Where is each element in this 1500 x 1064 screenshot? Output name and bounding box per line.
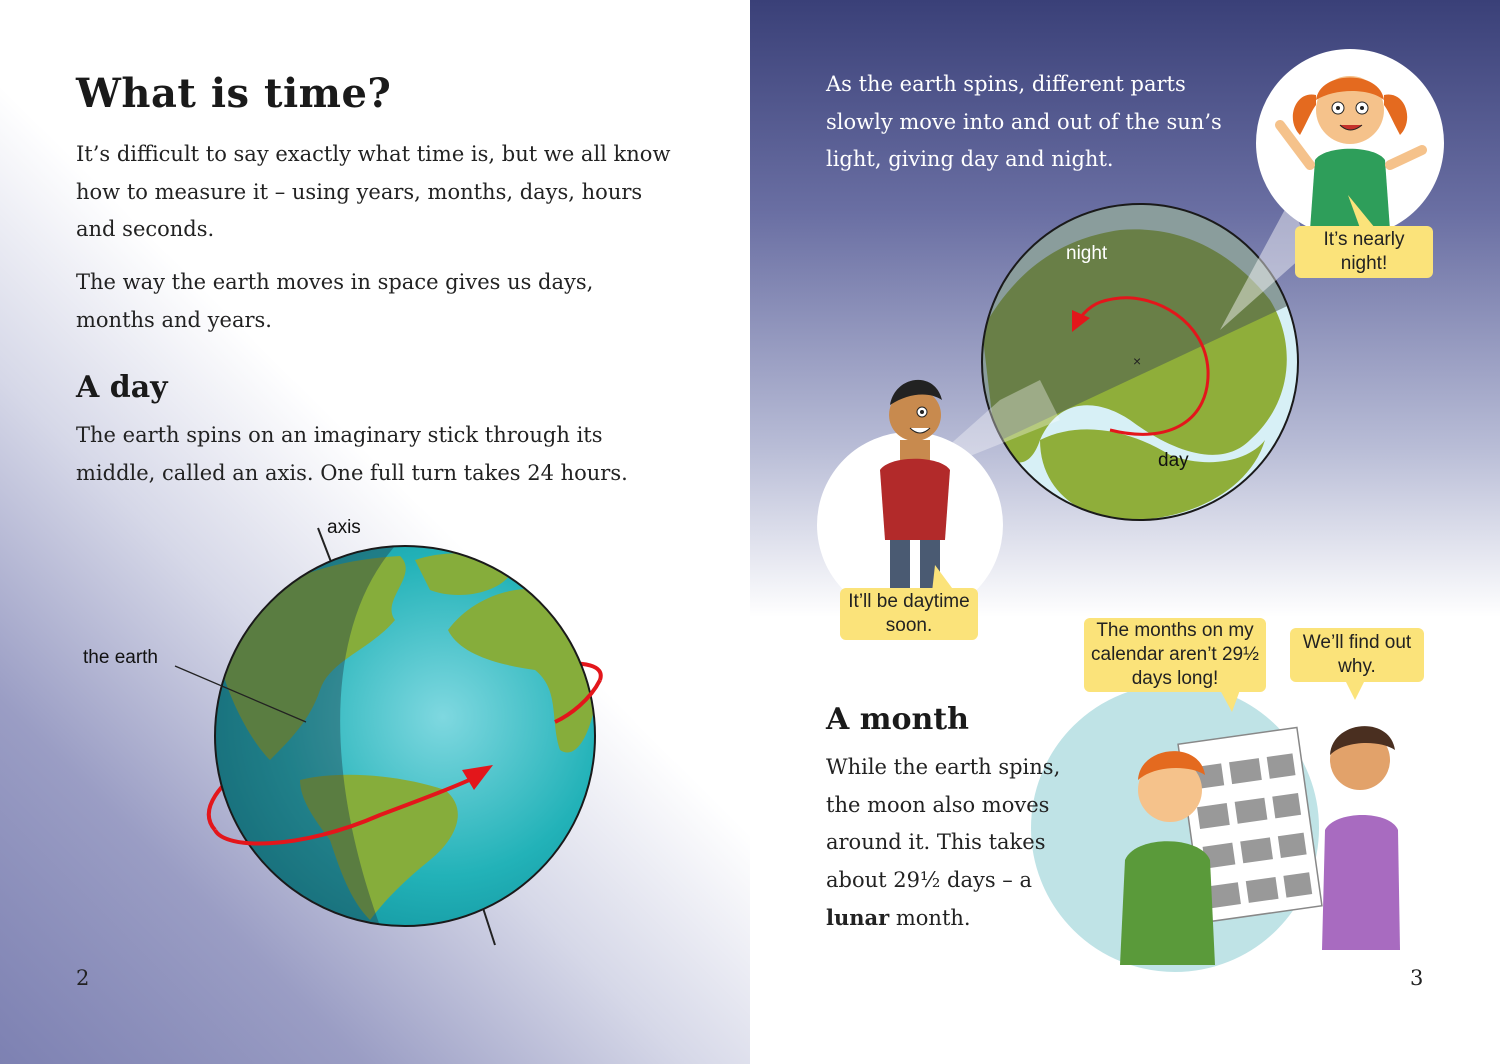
day-label: day [1158,450,1189,471]
speech-bubble-girl-top: It’s nearly night! [1295,226,1433,278]
page-number-left: 2 [76,966,90,990]
lunar-term: lunar [826,905,890,930]
section-text-month [826,749,1066,938]
intro-paragraph-1: It’s difficult to say exactly what time is, but we all know how to measure it – using years, months, days, hours and seconds. [76,142,671,241]
section-heading-day: A day [76,370,168,405]
right-intro-text: As the earth spins, different parts slowly move into and out of the sun’s light, giving day and night. [826,72,1222,171]
intro-paragraph-2: The way the earth moves in space gives us days, months and years. [76,270,594,332]
section-text-day: The earth spins on an imaginary stick through its middle, called an axis. One full turn takes 24 hours. [76,423,628,485]
bubble-tail-girl-calendar [1345,680,1365,700]
page-title: What is time? [76,70,392,117]
speech-bubble-girl-calendar: We’ll find out why. [1290,628,1424,682]
right-page [750,0,1500,1064]
speech-bubble-boy-calendar: The months on my calendar aren’t 29½ days long! [1084,618,1266,692]
earth-label: the earth [83,647,158,668]
section-heading-month: A month [826,702,969,737]
svg-text:×: × [1133,353,1142,369]
axis-line-bottom [483,908,495,945]
page-number-right: 3 [1410,966,1424,990]
night-label: night [1066,243,1108,264]
axis-label: axis [327,517,361,538]
speech-bubble-boy: It’ll be daytime soon. [840,588,978,640]
section-text-month-start: While the earth spins, the moon also moves around it. This takes about 29½ days – a [826,755,1061,892]
section-text-month-end: month. [889,906,971,930]
